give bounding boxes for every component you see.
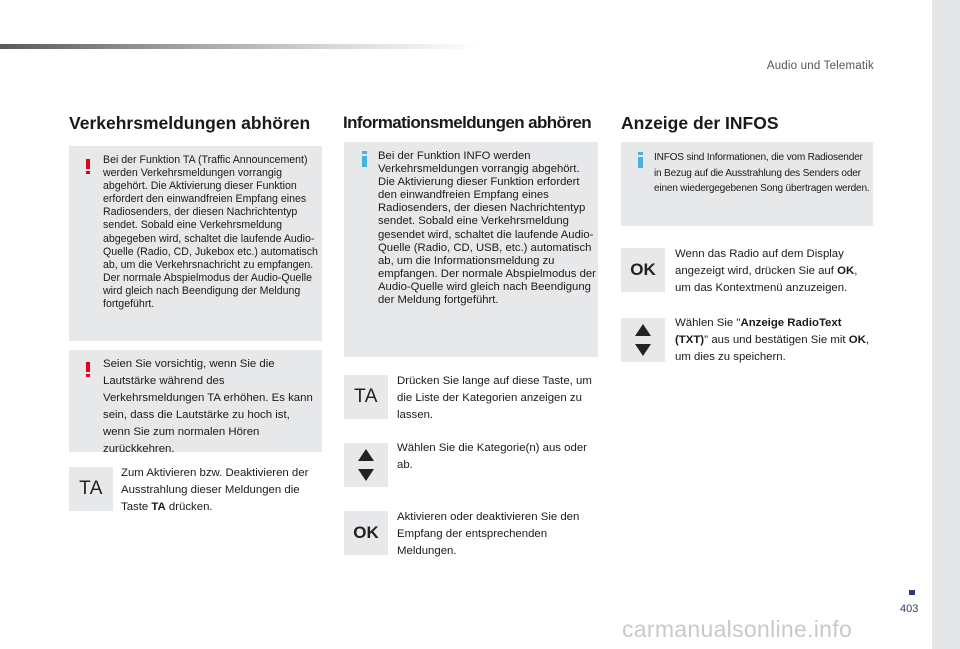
select-category-instruction: Wählen Sie die Kategorie(n) aus oder ab.: [397, 442, 587, 471]
warning-icon: [86, 362, 91, 377]
watermark: carmanualsonline.info: [622, 616, 853, 642]
heading-verkehrsmeldungen: Verkehrsmeldungen abhören: [69, 113, 311, 133]
info-box-infos: [621, 142, 873, 226]
select-radiotext-instruction: Wählen Sie "Anzeige RadioText (TXT)" aus und bestätigen Sie mit OK, um dies zu speichern.: [675, 317, 869, 363]
up-down-arrows-icon: [621, 318, 665, 362]
info-icon: [362, 151, 367, 167]
info-text-infos: INFOS sind Informationen, die vom Radiosender in Bezug auf die Ausstrahlung des Senders oder einen wiedergegebenen Song übertragen werden.: [654, 152, 870, 194]
up-down-arrows-icon: [344, 443, 388, 487]
ok-toggle-instruction: Aktivieren oder deaktivieren Sie den Empfang der entsprechenden Meldungen.: [397, 511, 580, 557]
info-text-info: Bei der Funktion INFO werden Verkehrsmeldungen vorrangig abgehört. Die Aktivierung dieser Funktion erfordert den einwandfreien Empfang eines Radiosenders, der diesen Nachrichtentyp sendet. Sobald eine Verkehrsmeldung gesendet wird, schaltet die laufende Audio-Quelle (Radio, CD, USB, etc.) automatisch ab, um die Informationsmeldung zu empfangen. Der normale Abspielmodus der Audio-Quelle wird gleich nach Beendigung der Meldung fortgeführt.: [378, 150, 596, 307]
info-icon: [638, 152, 643, 168]
page-number: 403: [900, 603, 919, 615]
heading-anzeige-infos: Anzeige der INFOS: [621, 113, 779, 133]
ok-button-icon: OK: [344, 511, 388, 555]
page-marker: [909, 590, 915, 595]
section-title: Audio und Telematik: [766, 60, 874, 72]
warning-icon: [86, 159, 91, 174]
heading-informationsmeldungen: Informationsmeldungen abhören: [343, 113, 592, 132]
info-box-info: [344, 142, 598, 357]
page-edge-strip: [932, 0, 960, 649]
warning-text-volume: Seien Sie vorsichtig, wenn Sie die Lautstärke während des Verkehrsmeldungen TA erhöhen. Es kann sein, dass die Lautstärke zu hoch ist, wenn Sie zum normalen Hören zurückkehren.: [103, 358, 313, 456]
ta-long-press-instruction: Drücken Sie lange auf diese Taste, um die Liste der Kategorien anzeigen zu lassen.: [397, 375, 592, 421]
warning-box-volume: [69, 350, 322, 456]
ta-button-icon: TA: [344, 375, 388, 419]
ta-button-icon: TA: [69, 467, 113, 511]
warning-box-ta: [69, 146, 322, 341]
ok-context-menu-instruction: Wenn das Radio auf dem Display angezeigt wird, drücken Sie auf OK, um das Kontextmenü anzuzeigen.: [675, 248, 858, 294]
warning-text-ta: Bei der Funktion TA (Traffic Announcement) werden Verkehrsmeldungen vorrangig abgehört. Die Aktivierung dieser Funktion erfordert den einwandfreien Empfang eines Radiosenders, der diesen Nachrichtentyp sendet. Sobald eine Verkehrsmeldung abgegeben wird, schaltet die laufende Audio-Quelle (Radio, CD, Jukebox etc.) automatisch ab, um die Verkehrsnachricht zu empfangen. Der normale Abspielmodus der Audio-Quelle wird gleich nach Beendigung der Meldung fortgeführt.: [103, 154, 318, 311]
ok-button-icon: OK: [621, 248, 665, 292]
header-gradient-bar: [0, 44, 480, 49]
ta-instruction: Zum Aktivieren bzw. Deaktivieren der Ausstrahlung dieser Meldungen die Taste TA drücken.: [121, 467, 309, 513]
